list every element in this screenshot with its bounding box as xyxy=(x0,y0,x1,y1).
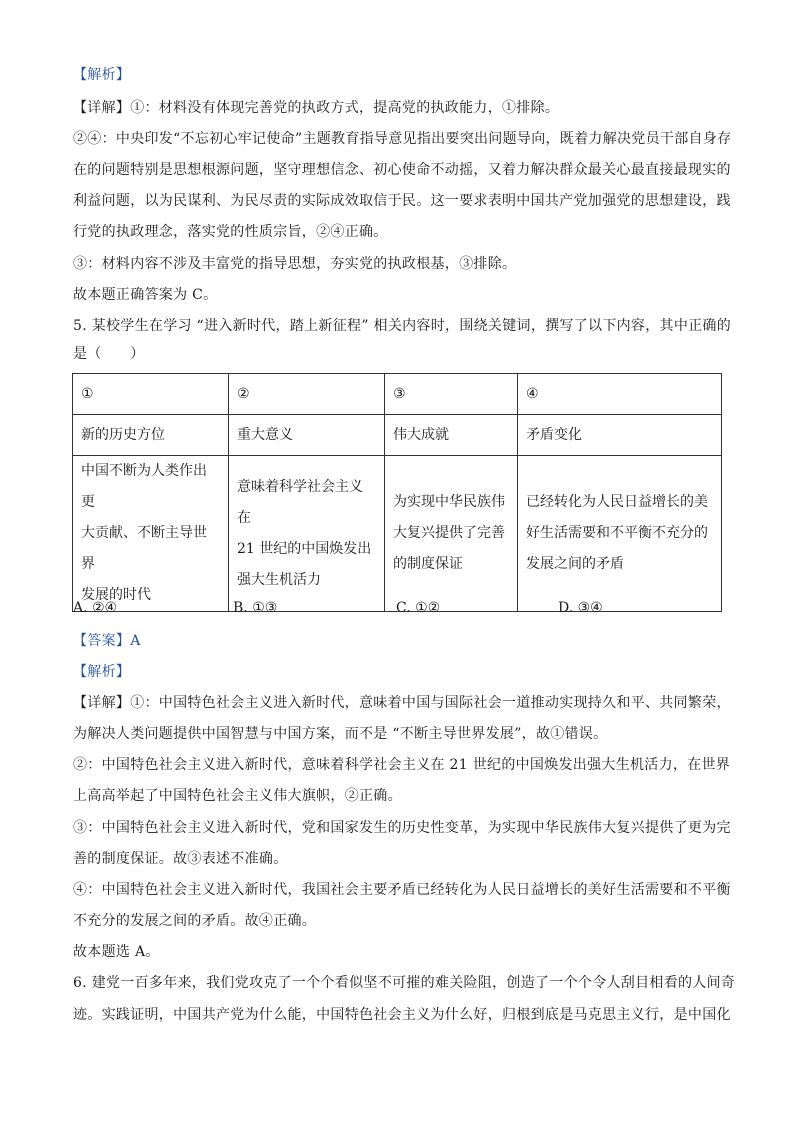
question-5-table xyxy=(72,373,722,612)
cell-line: 的制度保证 xyxy=(393,556,463,572)
option-d: D. ③④ xyxy=(558,600,603,616)
table-cell: 新的历史方位 xyxy=(73,415,229,456)
table-row xyxy=(73,456,722,612)
table-cell xyxy=(73,456,229,612)
table-row xyxy=(73,415,722,456)
detail-line-2: ②④：中央印发“不忘初心牢记使命”主题教育指导意见指出要突出问题导向，既着力解决党员干部自身存 xyxy=(73,131,732,147)
cell-line: 发展之间的矛盾 xyxy=(526,556,624,572)
cell-line: 大贡献、不断主导世界 xyxy=(81,525,207,572)
table-cell: 重大意义 xyxy=(229,415,385,456)
cell-line: 意味着科学社会主义在 xyxy=(237,478,363,526)
answer-conclusion: 故本题选 A。 xyxy=(73,944,160,960)
table-cell: 伟大成就 xyxy=(385,415,518,456)
detail-line-5: 行党的执政理念，落实党的性质宗旨，②④正确。 xyxy=(73,224,388,240)
detail-line-5: ③：中国特色社会主义进入新时代，党和国家发生的历史性变革，为实现中华民族伟大复兴提供了更为完 xyxy=(73,820,731,836)
detail-line-2: 为解决人类问题提供中国智慧与中国方案，而不是 “不断主导世界发展”，故①错误。 xyxy=(73,726,608,742)
detail-line-6: ③：材料内容不涉及丰富党的指导思想，夯实党的执政根基，③排除。 xyxy=(73,256,517,272)
table-cell: ④ xyxy=(518,374,722,415)
question-6-stem-cont: 迹。实践证明，中国共产党为什么能，中国特色社会主义为什么好，归根到底是马克思主义行，是中国化 xyxy=(73,1007,731,1023)
cell-line: 大复兴提供了完善 xyxy=(393,525,505,541)
answer-label: 【答案】A xyxy=(73,633,141,649)
cell-line: 强大生机活力 xyxy=(237,571,321,588)
table-cell xyxy=(385,456,518,612)
table-cell: ① xyxy=(73,374,229,415)
cell-line: 中国不断为人类作出更 xyxy=(81,463,207,510)
detail-line-1: 【详解】①：材料没有体现完善党的执政方式，提高党的执政能力，①排除。 xyxy=(73,100,560,116)
table-cell xyxy=(518,456,722,612)
analysis-heading: 【解析】 xyxy=(73,664,131,680)
cell-line: 为实现中华民族伟 xyxy=(393,494,505,510)
detail-line-8: 不充分的发展之间的矛盾。故④正确。 xyxy=(73,913,317,929)
question-5-stem-cont: 是（ ） xyxy=(73,346,145,362)
detail-line-4: 上高高举起了中国特色社会主义伟大旗帜，②正确。 xyxy=(73,788,402,804)
table-cell: ③ xyxy=(385,374,518,415)
cell-line: 发展的时代 xyxy=(81,587,151,603)
table-cell: 矛盾变化 xyxy=(518,415,722,456)
option-c: C. ①② xyxy=(396,600,441,616)
detail-line-6: 善的制度保证。故③表述不准确。 xyxy=(73,851,288,867)
table-row xyxy=(73,374,722,415)
table-cell: ② xyxy=(229,374,385,415)
question-5-stem: 5. 某校学生在学习 “进入新时代，踏上新征程” 相关内容时，围绕关键词，撰写了以下内容，其中正确的 xyxy=(73,318,732,334)
question-6-stem: 6. 建党一百多年来，我们党攻克了一个个看似坚不可摧的难关险阻，创造了一个个令人刮目相看的人间奇 xyxy=(73,975,736,991)
cell-line: 已经转化为人民日益增长的美 xyxy=(526,494,708,510)
option-b: B. ①③ xyxy=(233,600,278,616)
analysis-heading: 【解析】 xyxy=(73,67,131,83)
detail-line-3: ②：中国特色社会主义进入新时代，意味着科学社会主义在 21 世纪的中国焕发出强大生机活力，在世界 xyxy=(73,757,731,773)
cell-line: 21 世纪的中国焕发出 xyxy=(237,540,372,557)
detail-line-4: 利益问题，以为民谋利、为民尽责的实际成效取信于民。这一要求表明中国共产党加强党的思想建设，践 xyxy=(73,193,731,209)
cell-line: 好生活需要和不平衡不充分的 xyxy=(526,525,708,541)
table-cell xyxy=(229,456,385,612)
detail-line-3: 在的问题特别是思想根源问题，坚守理想信念、初心使命不动摇，又着力解决群众最关心最直接最现实的 xyxy=(73,162,731,178)
answer-conclusion: 故本题正确答案为 C。 xyxy=(73,287,218,303)
option-a: A. ②④ xyxy=(73,600,118,616)
detail-line-1: 【详解】①：中国特色社会主义进入新时代，意味着中国与国际社会一道推动实现持久和平、共同繁荣， xyxy=(73,695,731,711)
detail-line-7: ④：中国特色社会主义进入新时代，我国社会主要矛盾已经转化为人民日益增长的美好生活需要和不平衡 xyxy=(73,882,731,898)
